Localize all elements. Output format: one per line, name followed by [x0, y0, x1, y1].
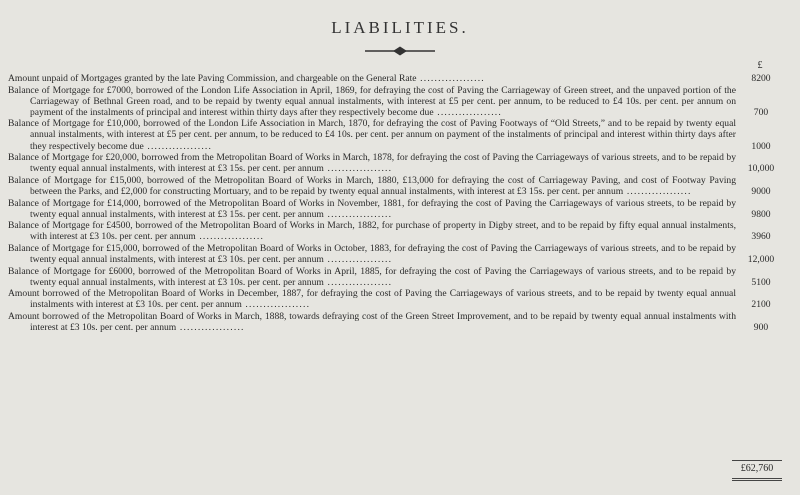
liabilities-list — [8, 73, 788, 334]
liability-description: Balance of Mortgage for £7000, borrowed of the London Life Association in April, 1869, for defraying the cost of Paving the Carriageway of Green street, and the unpaved portion of the Carriageway of Bethnal Green road, and to be repaid by twenty equal annual instalments, with interest at £5 per cent. per annum, to be reduced to £4 10s. per cent. per annum on payment of the instalments of principal and interest within thirty days after they respectively become due .................. — [8, 84, 736, 118]
liability-entry — [8, 118, 788, 151]
leader-dots: .................. — [623, 185, 692, 197]
liability-description: Amount borrowed of the Metropolitan Board of Works in March, 1888, towards defraying cost of the Green Street Improvement, and to be repaid by twenty equal annual instalments with interest at £3 10s. per cent. per annum .................. — [8, 310, 736, 334]
liability-amount: 2100 — [751, 299, 771, 311]
leader-dots: .................. — [323, 254, 393, 265]
leader-dots: .................. — [323, 163, 393, 175]
page-title: LIABILITIES. — [331, 18, 469, 37]
total-rule — [732, 460, 782, 461]
liability-amount: 8200 — [751, 73, 771, 84]
liability-amount: 900 — [753, 322, 769, 334]
liability-description: Balance of Mortgage for £20,000, borrowed from the Metropolitan Board of Works in March, 1878, for defraying the cost of Paving the Carriageways of various streets, and to be repaid by twenty equal annual instalments, with interest at £3 15s. per cent. per annum .................. — [8, 152, 736, 175]
liability-entry — [8, 266, 788, 288]
leader-dots: .................. — [416, 73, 485, 84]
leader-dots: .................. — [143, 140, 213, 152]
liability-amount: 700 — [753, 106, 769, 118]
liability-entry — [8, 152, 788, 174]
leader-dots: .................. — [323, 208, 393, 220]
leader-dots: .................. — [241, 299, 311, 311]
liability-entry — [8, 243, 788, 265]
liability-amount: 9800 — [751, 208, 771, 220]
liability-amount: 5100 — [751, 276, 771, 288]
liability-amount: 1000 — [751, 140, 771, 152]
liability-description: Balance of Mortgage for £10,000, borrowed of the London Life Association in March, 1870, for defraying the cost of Paving Footways of “Old Streets,” and to be repaid by twenty equal annual instalments, with interest at £5 per cent. per annum, to be reduced to £4 10s. per cent. per annum on payment of the instalments of principal and interest within thirty days after they respectively become due .................. — [8, 118, 736, 152]
leader-dots: .................. — [323, 276, 393, 288]
liability-amount: 3960 — [751, 231, 771, 243]
liability-description: Amount borrowed of the Metropolitan Board of Works in December, 1887, for defraying the cost of Paving the Carriageways of various streets, and to be repaid by twenty equal annual instalments with interest at £3 10s. per cent. per annum .................. — [8, 288, 736, 311]
total-amount: £62,760 — [740, 463, 774, 474]
liability-amount: 10,000 — [747, 163, 775, 175]
liability-entry — [8, 311, 788, 333]
liability-description: Balance of Mortgage for £14,000, borrowed of the Metropolitan Board of Works in November, 1881, for defraying the cost of Paving the Carriageways of various streets, to be repaid by twenty equal annual instalments, with interest at £3 15s. per cent. per annum .................. — [8, 197, 736, 220]
leader-dots: .................. — [433, 106, 502, 118]
liability-amount: 9000 — [751, 185, 771, 197]
currency-column-header: £ — [757, 60, 763, 71]
liability-description: Balance of Mortgage for £4500, borrowed of the Metropolitan Board of Works in March, 1882, for purchase of property in Digby street, and to be repaid by fifty equal annual instalments, with interest at £3 10s. per cent. per annum .................. — [8, 220, 736, 243]
total-double-rule — [732, 478, 782, 481]
liability-description: Amount unpaid of Mortgages granted by the late Paving Commission, and chargeable on the General Rate .................. — [8, 73, 485, 84]
liability-entry — [8, 73, 788, 84]
liability-entry — [8, 175, 788, 197]
ornament-rule-icon — [365, 45, 435, 57]
liability-description: Balance of Mortgage for £6000, borrowed of the Metropolitan Board of Works in April, 1885, for defraying the cost of Paving the Carriageways of various streets, and to be repaid by twenty equal annual instalments, with interest at £3 10s. per cent. per annum .................. — [8, 265, 736, 288]
liability-entry — [8, 288, 788, 310]
liability-amount: 12,000 — [747, 254, 775, 265]
liability-description: Balance of Mortgage for £15,000, borrowed of the Metropolitan Board of Works in March, 1880, £13,000 for defraying the cost of Carriageway Paving, and cost of Footway Paving between the Parks, and £2,000 for constructing Mortuary, and to be repaid by twenty equal annual instalments, with interest at £3 15s. per cent. per annum .................. — [8, 174, 736, 197]
liability-entry — [8, 85, 788, 118]
liability-entry — [8, 220, 788, 242]
liability-entry — [8, 198, 788, 220]
leader-dots: .................. — [195, 231, 265, 243]
leader-dots: .................. — [176, 322, 245, 334]
liability-description: Balance of Mortgage for £15,000, borrowed of the Metropolitan Board of Works in October, 1883, for defraying the cost of Paving the Carriageways of various streets, and to be repaid by twenty equal annual instalments, with interest at £3 10s. per cent. per annum .................. — [8, 242, 736, 265]
